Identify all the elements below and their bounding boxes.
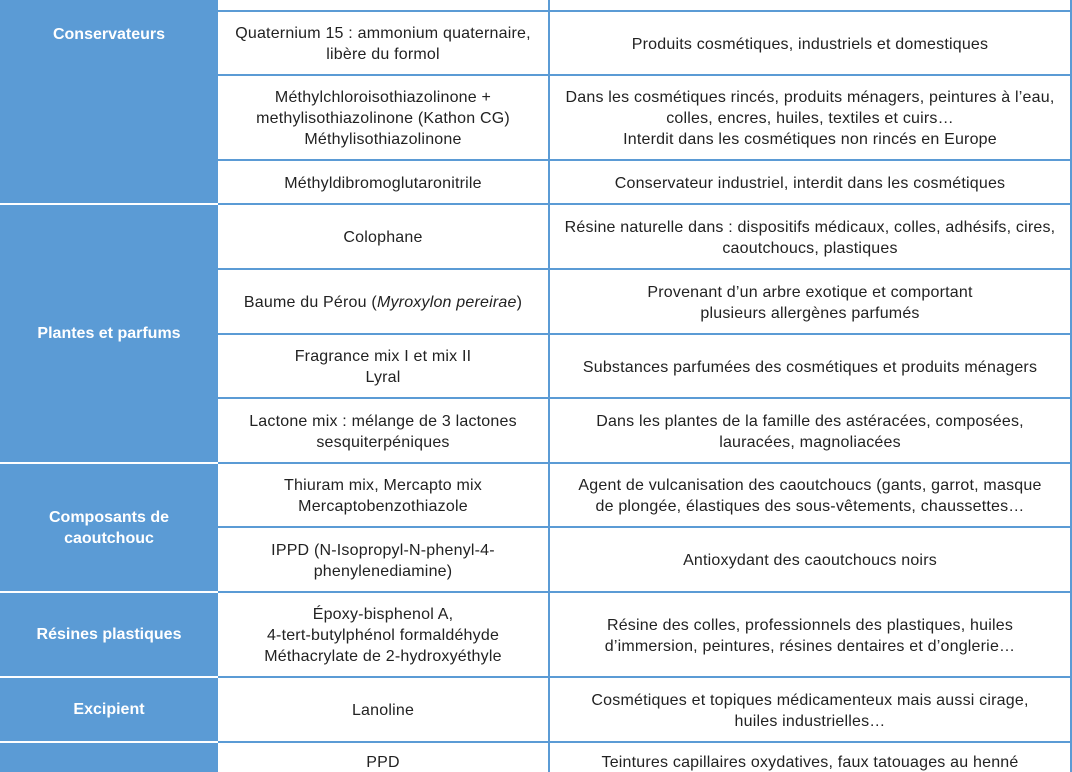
substance-cell bbox=[218, 0, 550, 12]
category-cell-plantes-et-parfums bbox=[0, 205, 218, 464]
usage-cell bbox=[550, 593, 1072, 678]
category-cell bbox=[0, 743, 218, 772]
usage-line: Interdit dans les cosmétiques non rincés en Europe bbox=[623, 131, 997, 148]
usage-line: Résine des colles, professionnels des plastiques, huiles bbox=[606, 616, 1014, 634]
usage-cell bbox=[550, 205, 1072, 270]
substance-cell bbox=[218, 335, 550, 399]
category-label: caoutchouc bbox=[64, 529, 154, 547]
category-cell-resines-plastiques bbox=[0, 593, 218, 678]
usage-cell bbox=[550, 0, 1072, 12]
usage-line: lauracées, magnoliacées bbox=[719, 433, 901, 451]
usage-line: Dans les cosmétiques rincés, produits ménagers, peintures à l’eau, bbox=[565, 89, 1055, 106]
substance-cell bbox=[218, 205, 550, 270]
usage-line: Cosmétiques et topiques médicamenteux mais aussi cirage, bbox=[591, 691, 1029, 709]
substance-line bbox=[244, 292, 522, 313]
substance-line: methylisothiazolinone (Kathon CG) bbox=[256, 110, 510, 127]
category-label: Excipient bbox=[73, 701, 145, 718]
category-label: Conservateurs bbox=[52, 26, 166, 43]
substance-line: Quaternium 15 : ammonium quaternaire, bbox=[235, 25, 531, 42]
substance-line: Thiuram mix, Mercapto mix bbox=[284, 477, 482, 494]
usage-cell bbox=[550, 399, 1072, 464]
usage-line: caoutchoucs, plastiques bbox=[722, 239, 898, 257]
usage-line: Provenant d’un arbre exotique et comportant bbox=[647, 283, 973, 301]
substance-cell bbox=[218, 76, 550, 161]
usage-line: Antioxydant des caoutchoucs noirs bbox=[683, 552, 937, 569]
substance-line: Méthylisothiazolinone bbox=[304, 131, 462, 148]
usage-cell bbox=[550, 678, 1072, 743]
substance-line: Époxy-bisphenol A, bbox=[312, 606, 454, 623]
category-label: Composants de bbox=[48, 508, 169, 526]
substance-text: ) bbox=[516, 294, 523, 311]
substance-line: Fragrance mix I et mix II bbox=[294, 348, 472, 365]
substance-line: 4-tert-butylphénol formaldéhyde bbox=[266, 627, 500, 644]
usage-line: Substances parfumées des cosmétiques et produits ménagers bbox=[582, 358, 1038, 376]
usage-line: d’immersion, peintures, résines dentaires et d’onglerie… bbox=[604, 637, 1016, 655]
usage-line: Résine naturelle dans : dispositifs médicaux, colles, adhésifs, cires, bbox=[564, 218, 1056, 236]
category-cell-composants-de-caoutchouc bbox=[0, 464, 218, 593]
usage-cell bbox=[550, 12, 1072, 76]
substance-line: phenylenediamine) bbox=[313, 562, 453, 580]
substance-cell bbox=[218, 743, 550, 772]
substance-text: Baume du Pérou ( bbox=[243, 294, 377, 311]
substance-line: Méthyldibromoglutaronitrile bbox=[284, 174, 482, 192]
usage-line: plusieurs allergènes parfumés bbox=[700, 304, 920, 322]
usage-line: Dans les plantes de la famille des astéracées, composées, bbox=[596, 412, 1024, 430]
substance-line: Mercaptobenzothiazole bbox=[298, 498, 468, 515]
substance-cell bbox=[218, 593, 550, 678]
substance-cell bbox=[218, 528, 550, 593]
usage-line: colles, encres, huiles, textiles et cuirs… bbox=[666, 110, 954, 127]
substance-line: Lyral bbox=[365, 369, 401, 386]
usage-line: huiles industrielles… bbox=[734, 712, 886, 730]
usage-cell bbox=[550, 743, 1072, 772]
substance-line: Lanoline bbox=[351, 702, 415, 719]
substance-cell bbox=[218, 270, 550, 335]
substance-cell bbox=[218, 399, 550, 464]
substance-line: sesquiterpéniques bbox=[316, 433, 450, 451]
substance-line: Méthylchloroisothiazolinone + bbox=[274, 89, 492, 106]
category-label: Plantes et parfums bbox=[37, 325, 181, 342]
substance-line: Colophane bbox=[343, 229, 423, 246]
usage-line: Teintures capillaires oxydatives, faux tatouages au henné bbox=[601, 754, 1019, 771]
category-cell-conservateurs bbox=[0, 0, 218, 205]
usage-line: Conservateur industriel, interdit dans les cosmétiques bbox=[614, 174, 1006, 192]
substance-line: Lactone mix : mélange de 3 lactones bbox=[249, 412, 517, 430]
category-cell-excipient bbox=[0, 678, 218, 743]
usage-cell bbox=[550, 161, 1072, 205]
substance-cell bbox=[218, 464, 550, 528]
usage-cell bbox=[550, 464, 1072, 528]
substance-line: IPPD (N-Isopropyl-N-phenyl-4- bbox=[271, 541, 495, 559]
substance-line: libère du formol bbox=[326, 46, 440, 63]
usage-cell bbox=[550, 528, 1072, 593]
substance-line: Méthacrylate de 2-hydroxyéthyle bbox=[264, 648, 502, 665]
usage-line: de plongée, élastiques des sous-vêtements, chaussettes… bbox=[595, 498, 1025, 515]
usage-cell bbox=[550, 270, 1072, 335]
usage-cell bbox=[550, 76, 1072, 161]
usage-line: Agent de vulcanisation des caoutchoucs (gants, garrot, masque bbox=[578, 477, 1042, 494]
usage-cell bbox=[550, 335, 1072, 399]
substance-cell bbox=[218, 12, 550, 76]
latin-name: Myroxylon pereirae bbox=[376, 294, 517, 311]
substance-cell bbox=[218, 678, 550, 743]
substance-line: PPD bbox=[366, 754, 400, 771]
category-label: Résines plastiques bbox=[36, 626, 182, 643]
substance-cell bbox=[218, 161, 550, 205]
usage-line: Produits cosmétiques, industriels et domestiques bbox=[631, 35, 989, 53]
